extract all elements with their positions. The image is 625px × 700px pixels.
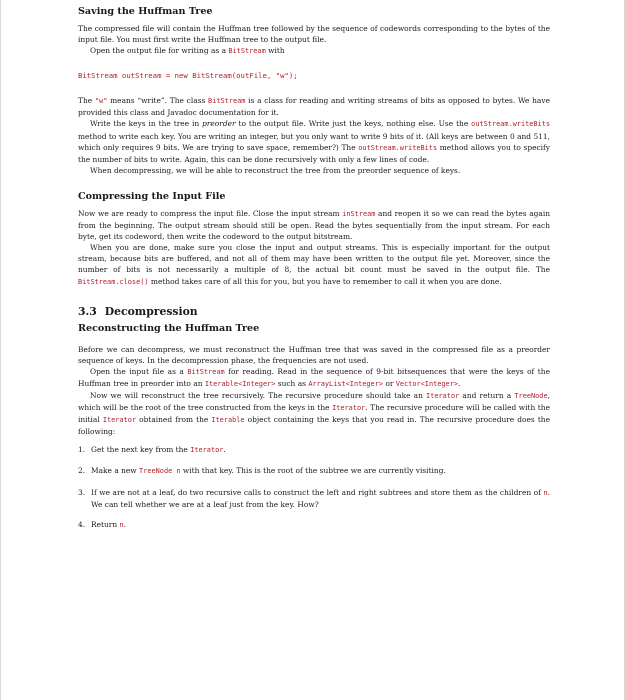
paragraph: Write the keys in the tree in preorder to the output file. Write just the keys, nothing else. Use the outStream.writeBits method to write each key. You are writing an integer, but you only want to write 9 bits of it. (All keys are between 0 and 511, which only requires 9 bits. We are trying to save space, remember?) The outStream.writeBits method allows you to specify the number of bits to write. Again, this can be done recursively with only a few lines of code. [78,119,550,164]
subheading-compressing: Compressing the Input File [78,190,226,202]
list-item: 4. Return n. [78,519,127,529]
paragraph: The "w" means “write”. The class BitStream is a class for reading and writing streams of bits as opposed to bytes. We have provided this class and Javadoc documentation for it. [78,96,550,118]
list-item: 2. Make a new TreeNode n with that key. This is the root of the subtree we are currently visiting. [78,466,446,476]
list-item: 1. Get the next key from the Iterator. [78,445,226,455]
paragraph: Before we can decompress, we must reconstruct the Huffman tree that was saved in the compressed file as a preorder sequence of keys. In the decompression phase, the frequencies are not used. [78,344,550,365]
section-number: 3.3 [78,304,97,318]
paragraph: Open the input file as a BitStream for reading. Read in the sequence of 9-bit bitsequences that were the keys of the Huffman tree in preorder into an Iterable<Integer> such as ArrayList<Integer> or Vector<Integer>. [78,366,550,388]
section-title: Decompression [104,304,198,318]
paragraph: The compressed file will contain the Huffman tree followed by the sequence of codewords corresponding to the bytes of the input file. You must first write the Huffman tree to the output file. [78,24,550,45]
page-content [78,6,550,531]
paragraph: Now we will reconstruct the tree recursively. The recursive procedure should take an Iterator and return a TreeNode, which will be the root of the tree constructed from the keys in the Iterator. The recursive procedure will be called with the initial Iterator obtained from the Iterable object containing the keys that you read in. The recursive procedure does the following: [78,390,551,437]
section-heading [78,305,550,318]
subheading-reconstructing: Reconstructing the Huffman Tree [78,322,260,334]
paragraph: When you are done, make sure you close the input and output streams. This is especially important for the output stream, because bits are buffered, and not all of them may have been written to the output file yet. Moreover, since the number of bits is not necessarily a multiple of 8, the actual bit count must be saved in the output file. The BitStream.close() method takes care of all this for you, but you have to remember to call it when you are done. [78,243,550,286]
subheading-saving: Saving the Huffman Tree [78,6,213,17]
list-item: 3. If we are not at a leaf, do two recursive calls to construct the left and right subtrees and store them as the children of n. We can tell whether we are at a leaf just from the key. How? [78,487,550,509]
procedure-steps [78,444,550,530]
paragraph: When decompressing, we will be able to reconstruct the tree from the preorder sequence of keys. [90,165,461,175]
paragraph: Now we are ready to compress the input file. Close the input stream inStream and reopen it so we can read the bytes again from the beginning. The output stream should still be open. Read the bytes sequentially from the input stream. For each byte, get its codeword, then write the codeword to the output bitstream. [78,208,550,242]
paragraph: Open the output file for writing as a BitStream with [90,46,285,56]
code-snippet: BitStream outStream = new BitStream(outFile, "w"); [78,71,298,81]
